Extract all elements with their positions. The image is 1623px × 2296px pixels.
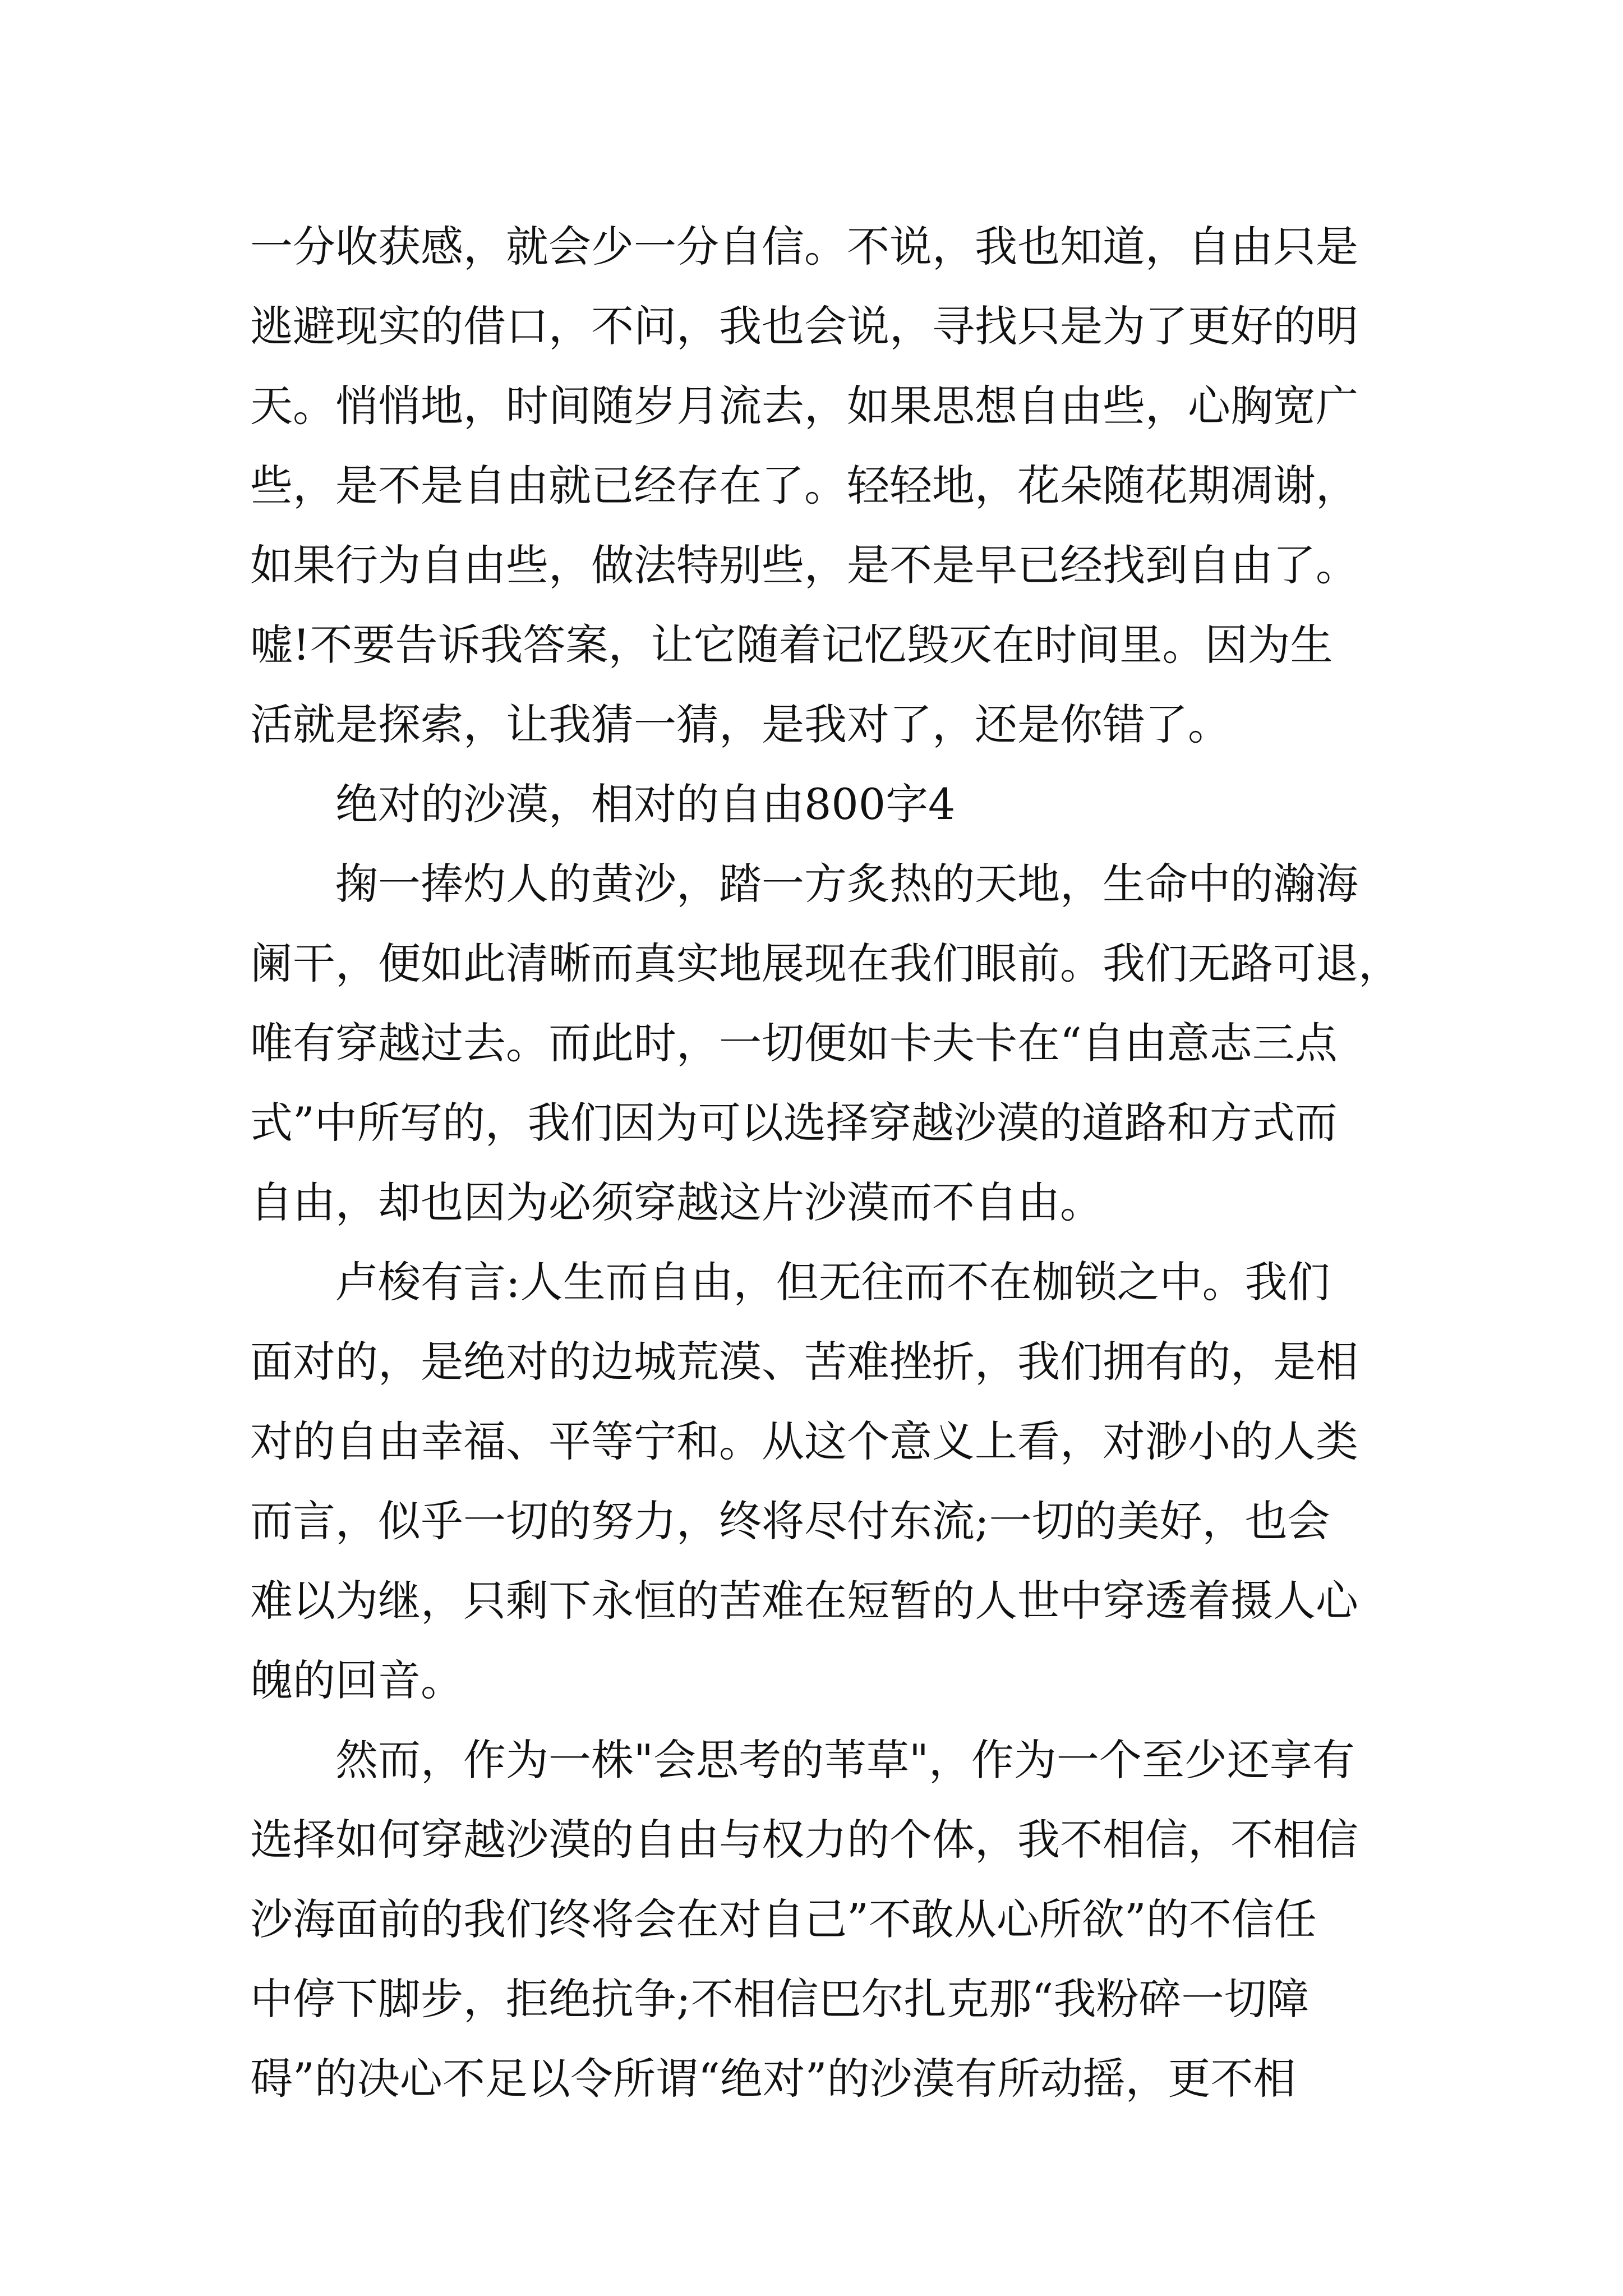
text-line: 面对的，是绝对的边城荒漠、苦难挫折，我们拥有的，是相 bbox=[250, 1337, 1358, 1387]
text-line: 卢梭有言:人生而自由，但无往而不在枷锁之中。我们 bbox=[335, 1257, 1330, 1307]
text-line: 掬一捧灼人的黄沙，踏一方炙热的天地，生命中的瀚海 bbox=[335, 859, 1358, 909]
text-line: 天。悄悄地，时间随岁月流去，如果思想自由些，心胸宽广 bbox=[250, 381, 1358, 431]
text-line: 自由，却也因为必须穿越这片沙漠而不自由。 bbox=[250, 1177, 1103, 1227]
text-line: 阑干，便如此清晰而真实地展现在我们眼前。我们无路可退， bbox=[250, 938, 1401, 988]
text-line: 然而，作为一株"会思考的苇草"，作为一个至少还享有 bbox=[335, 1735, 1355, 1785]
text-line: 难以为继，只剩下永恒的苦难在短暂的人世中穿透着摄人心 bbox=[250, 1576, 1358, 1626]
text-line: 嘘!不要告诉我答案，让它随着记忆毁灭在时间里。因为生 bbox=[250, 620, 1333, 670]
text-line: 沙海面前的我们终将会在对自己”不敢从心所欲”的不信任 bbox=[250, 1894, 1317, 1944]
text-line: 魄的回音。 bbox=[250, 1655, 463, 1705]
text-line: 式”中所写的，我们因为可以选择穿越沙漠的道路和方式而 bbox=[250, 1098, 1338, 1148]
text-line: 一分收获感，就会少一分自信。不说，我也知道，自由只是 bbox=[250, 222, 1358, 272]
text-line: 中停下脚步，拒绝抗争;不相信巴尔扎克那“我粉碎一切障 bbox=[250, 1974, 1310, 2024]
text-line: 碍”的决心不足以令所谓“绝对”的沙漠有所动摇，更不相 bbox=[250, 2054, 1296, 2104]
text-line: 对的自由幸福、平等宁和。从这个意义上看，对渺小的人类 bbox=[250, 1416, 1358, 1466]
text-line: 选择如何穿越沙漠的自由与权力的个体，我不相信，不相信 bbox=[250, 1815, 1358, 1865]
text-line: 而言，似乎一切的努力，终将尽付东流;一切的美好，也会 bbox=[250, 1496, 1330, 1546]
text-line: 如果行为自由些，做法特别些，是不是早已经找到自由了。 bbox=[250, 540, 1358, 590]
text-line: 唯有穿越过去。而此时，一切便如卡夫卡在“自由意志三点 bbox=[250, 1018, 1338, 1068]
text-line: 些，是不是自由就已经存在了。轻轻地，花朵随花期凋谢， bbox=[250, 461, 1358, 510]
section-heading: 绝对的沙漠，相对的自由800字4 bbox=[335, 779, 956, 829]
text-line: 活就是探索，让我猜一猜，是我对了，还是你错了。 bbox=[250, 700, 1230, 749]
text-line: 逃避现实的借口，不问，我也会说，寻找只是为了更好的明 bbox=[250, 301, 1358, 351]
